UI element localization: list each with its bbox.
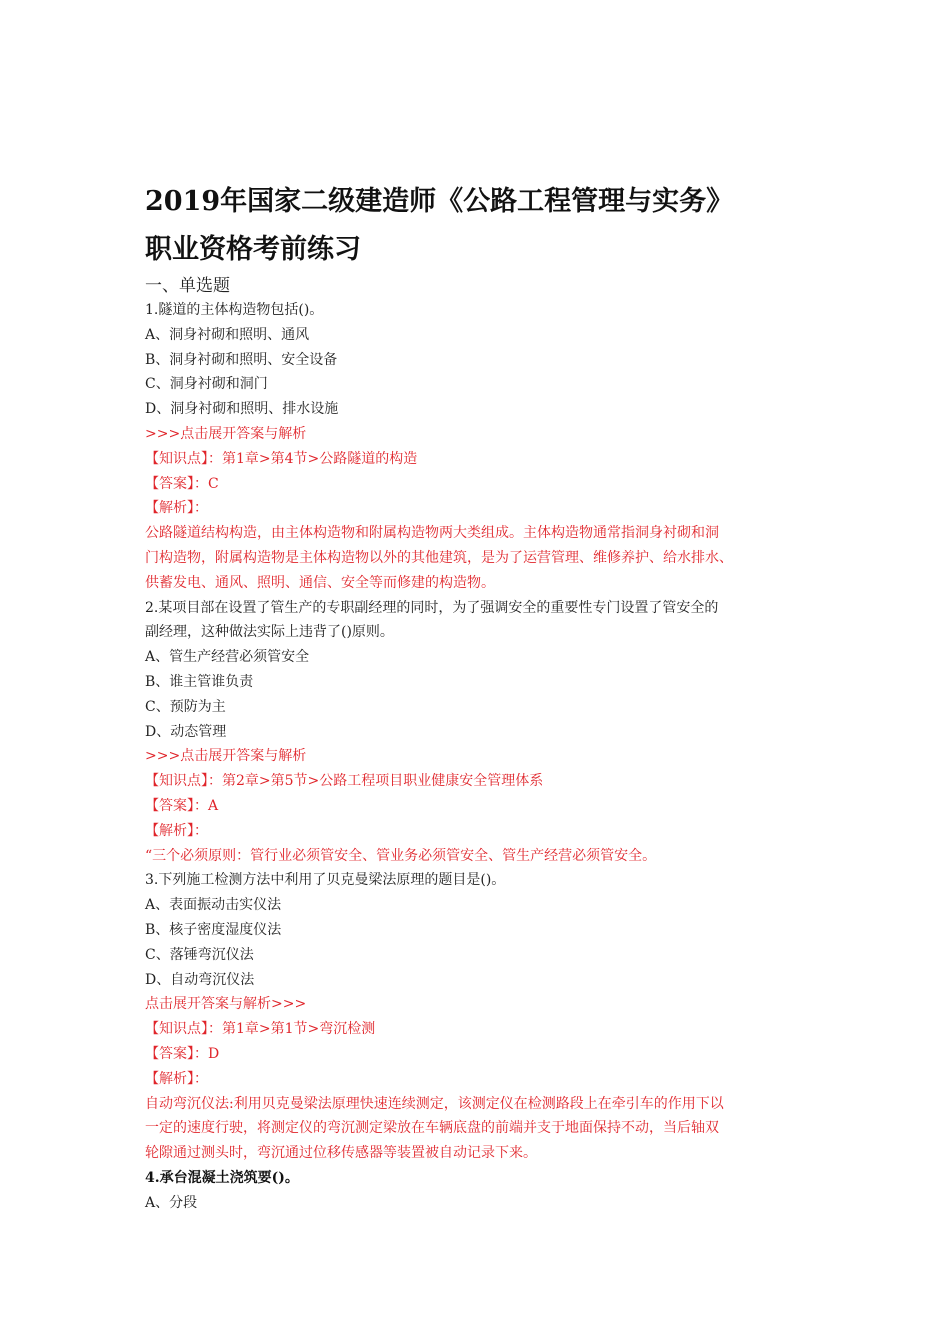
analysis-label: 【解析】： xyxy=(145,1070,208,1087)
section-heading: 一、单选题 xyxy=(145,276,230,296)
stem-line: 副经理，这种做法实际上违背了()原则。 xyxy=(145,624,394,641)
page-title xyxy=(145,178,815,274)
title-line-1: 2019年国家二级建造师《公路工程管理与实务》 xyxy=(145,186,734,217)
analysis-line: “三个必须原则：管行业必须管安全、管业务必须管安全、管生产经营必须管安全。 xyxy=(145,847,657,864)
knowledge-point: 【知识点】：第2章>第5节>公路工程项目职业健康安全管理体系 xyxy=(145,773,544,790)
option-d: D、动态管理 xyxy=(145,723,227,740)
question-2 xyxy=(145,596,815,869)
knowledge-point: 【知识点】：第1章>第4节>公路隧道的构造 xyxy=(145,450,418,467)
analysis-text xyxy=(145,844,815,869)
option-c: C、洞身衬砌和洞门 xyxy=(145,376,268,393)
answer: 【答案】：A xyxy=(145,797,219,814)
option-a: A、洞身衬砌和照明、通风 xyxy=(145,326,310,343)
analysis-line: 轮隙通过测头时，弯沉通过位移传感器等装置被自动记录下来。 xyxy=(145,1145,537,1162)
title-line-2: 职业资格考前练习 xyxy=(145,234,361,265)
option-c: C、预防为主 xyxy=(145,698,226,715)
question-stem: 1.隧道的主体构造物包括()。 xyxy=(145,302,324,318)
answer: 【答案】：C xyxy=(145,475,219,492)
analysis-line: 自动弯沉仪法:利用贝克曼梁法原理快速连续测定，该测定仪在检测路段上在牵引车的作用下以 xyxy=(145,1095,724,1112)
option-b: B、谁主管谁负责 xyxy=(145,673,254,690)
expand-answer-link[interactable]: 点击展开答案与解析>>> xyxy=(145,996,307,1013)
document-page xyxy=(145,178,815,1215)
question-stem: 3.下列施工检测方法中利用了贝克曼梁法原理的题目是()。 xyxy=(145,872,506,889)
option-b: B、核子密度湿度仪法 xyxy=(145,921,282,938)
analysis-text xyxy=(145,521,815,595)
option-a: A、管生产经营必须管安全 xyxy=(145,649,310,666)
stem-line: 2.某项目部在设置了管生产的专职副经理的同时，为了强调安全的重要性专门设置了管安全的 xyxy=(145,599,719,616)
expand-answer-link[interactable]: >>>点击展开答案与解析 xyxy=(145,425,307,442)
option-d: D、洞身衬砌和照明、排水设施 xyxy=(145,401,339,418)
option-a: A、分段 xyxy=(145,1194,198,1211)
analysis-label: 【解析】： xyxy=(145,822,208,839)
analysis-text xyxy=(145,1092,815,1166)
answer: 【答案】：D xyxy=(145,1045,220,1062)
analysis-line: 公路隧道结构构造，由主体构造物和附属构造物两大类组成。主体构造物通常指洞身衬砌和洞 xyxy=(145,525,719,542)
option-d: D、自动弯沉仪法 xyxy=(145,971,255,988)
analysis-line: 门构造物，附属构造物是主体构造物以外的其他建筑，是为了运营管理、维修养护、给水排水、 xyxy=(145,549,733,566)
option-c: C、落锤弯沉仪法 xyxy=(145,946,254,963)
question-stem xyxy=(145,596,815,646)
expand-answer-link[interactable]: >>>点击展开答案与解析 xyxy=(145,748,307,765)
option-b: B、洞身衬砌和照明、安全设备 xyxy=(145,351,338,368)
question-1 xyxy=(145,298,815,596)
analysis-line: 供蓄发电、通风、照明、通信、安全等而修建的构造物。 xyxy=(145,574,495,591)
question-stem: 4.承台混凝土浇筑要()。 xyxy=(145,1169,299,1186)
knowledge-point: 【知识点】：第1章>第1节>弯沉检测 xyxy=(145,1021,376,1038)
analysis-line: 一定的速度行驶，将测定仪的弯沉测定梁放在车辆底盘的前端并支于地面保持不动，当后轴双 xyxy=(145,1120,719,1137)
question-3 xyxy=(145,868,815,1166)
option-a: A、表面振动击实仪法 xyxy=(145,897,282,914)
analysis-label: 【解析】： xyxy=(145,500,208,517)
question-4 xyxy=(145,1166,815,1216)
